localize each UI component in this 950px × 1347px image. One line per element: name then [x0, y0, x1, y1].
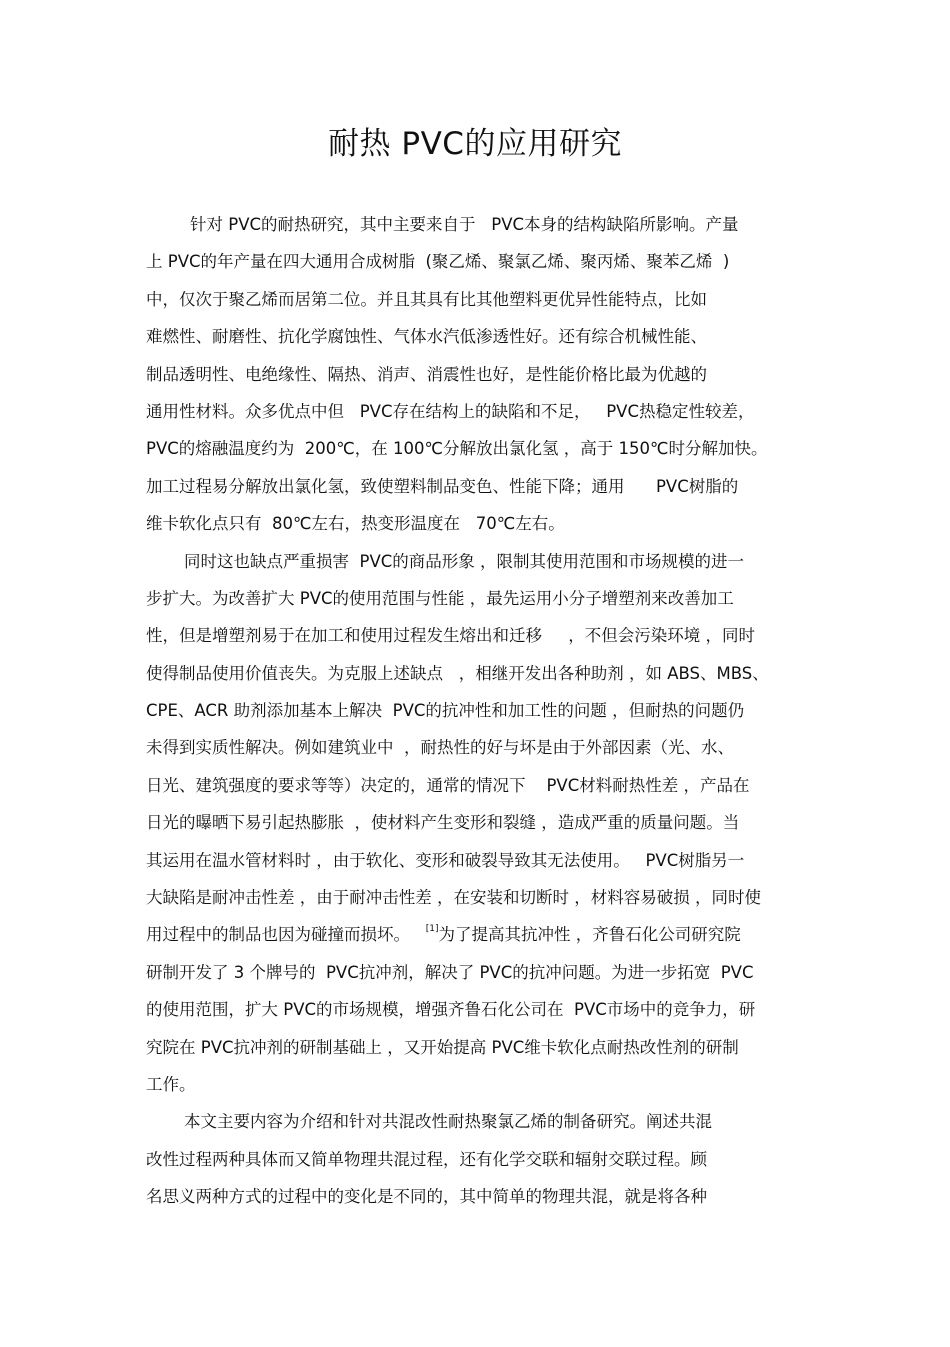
text-line: 大缺陷是耐冲击性差 ，由于耐冲击性差 ，在安装和切断时 ，材料容易破损 ，同时使: [146, 888, 761, 908]
text-line: 其运用在温水管材料时 ，由于软化、变形和破裂导致其无法使用。 PVC树脂另一: [146, 850, 745, 870]
text-line: 制品透明性、电绝缘性、隔热、消声、消震性也好，是性能价格比最为优越的: [146, 364, 707, 384]
text-line: PVC的熔融温度约为 200℃，在 100℃分解放出氯化氢 ，高于 150℃时分解加快。: [146, 439, 768, 459]
text-line: 步扩大。为改善扩大 PVC的使用范围与性能 ，最先运用小分子增塑剂来改善加工: [146, 588, 734, 608]
text-line: 的使用范围，扩大 PVC的市场规模，增强齐鲁石化公司在 PVC市场中的竞争力，研: [146, 1000, 756, 1020]
text-line: 通用性材料。众多优点中但 PVC存在结构上的缺陷和不足， PVC热稳定性较差，: [146, 401, 755, 421]
text-line: 名思义两种方式的过程中的变化是不同的，其中简单的物理共混，就是将各种: [146, 1187, 707, 1207]
text-line: 未得到实质性解决。例如建筑业中 ，耐热性的好与坏是由于外部因素（光、水、: [146, 738, 734, 758]
text-line: 上 PVC的年产量在四大通用合成树脂 (聚乙烯、聚氯乙烯、聚丙烯、聚苯乙烯 ): [146, 252, 730, 272]
text-line: 针对 PVC的耐热研究，其中主要来自于 PVC本身的结构缺陷所影响。产量: [190, 215, 739, 234]
text-line: 维卡软化点只有 80℃左右，热变形温度在 70℃左右。: [146, 514, 565, 534]
text-line: 研制开发了 3 个牌号的 PVC抗冲剂，解决了 PVC的抗冲问题。为进一步拓宽 PVC: [146, 962, 754, 982]
text-line: 中，仅次于聚乙烯而居第二位。并且其具有比其他塑料更优异性能特点，比如: [146, 289, 707, 309]
citation-marker: [1]: [425, 924, 439, 935]
text-line-with-citation: [146, 916, 826, 953]
text-segment: 为了提高其抗冲性 ，齐鲁石化公司研究院: [438, 925, 741, 945]
text-line: 性，但是增塑剂易于在加工和使用过程发生熔出和迁移 ，不但会污染环境 ，同时: [146, 626, 755, 646]
text-line: 日光的曝晒下易引起热膨胀 ，使材料产生变形和裂缝 ，造成严重的质量问题。当: [146, 813, 740, 833]
body-text: [146, 206, 826, 1216]
text-line: 日光、建筑强度的要求等等）决定的，通常的情况下 PVC材料耐热性差 ，产品在: [146, 775, 750, 795]
text-line: 究院在 PVC抗冲剂的研制基础上 ，又开始提高 PVC维卡软化点耐热改性剂的研制: [146, 1037, 739, 1057]
page-title: 耐热 PVC的应用研究: [328, 126, 622, 162]
text-line: 同时这也缺点严重损害 PVC的商品形象 ，限制其使用范围和市场规模的进一: [184, 551, 744, 571]
text-line: CPE、ACR 助剂添加基本上解决 PVC的抗冲性和加工性的问题 ，但耐热的问题仍: [146, 701, 745, 721]
text-line: 本文主要内容为介绍和针对共混改性耐热聚氯乙烯的制备研究。阐述共混: [184, 1112, 712, 1132]
text-line: 加工过程易分解放出氯化氢，致使塑料制品变色、性能下降；通用 PVC树脂的: [146, 476, 739, 496]
text-segment: 用过程中的制品也因为碰撞而损坏。: [146, 925, 426, 945]
text-line: 使得制品使用价值丧失。为克服上述缺点 ，相继开发出各种助剂 ，如 ABS、MBS、: [146, 663, 769, 683]
text-line: 工作。: [146, 1074, 196, 1094]
text-line: 难燃性、耐磨性、抗化学腐蚀性、气体水汽低渗透性好。还有综合机械性能、: [146, 327, 707, 347]
text-line: 改性过程两种具体而又简单物理共混过程，还有化学交联和辐射交联过程。顾: [146, 1149, 707, 1169]
